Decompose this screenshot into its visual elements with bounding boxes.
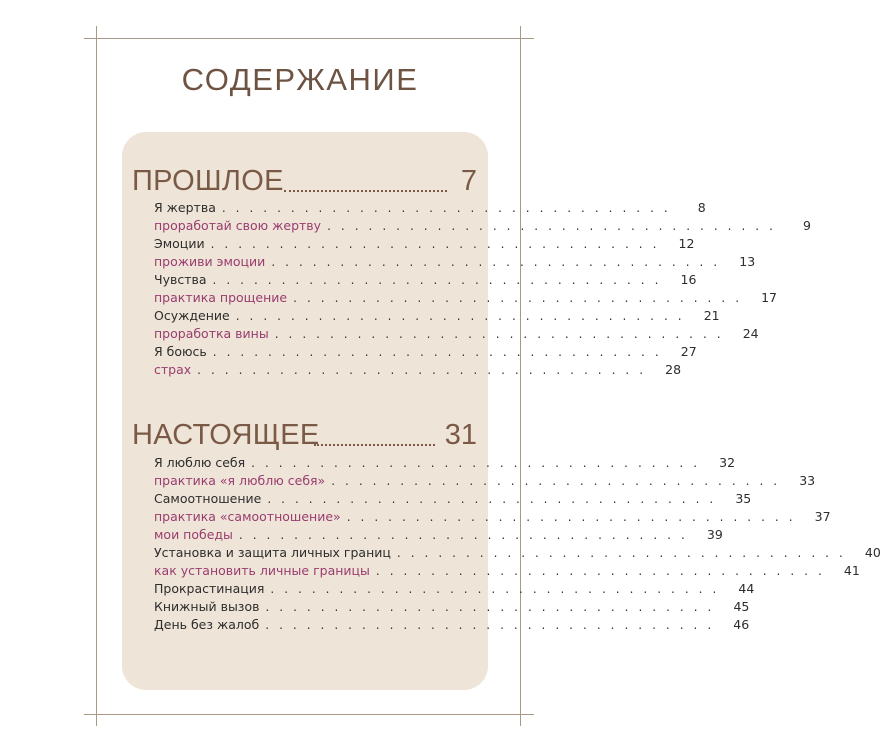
section-page-number: 7 [460, 165, 477, 197]
toc-entry[interactable] [154, 361, 682, 379]
entry-leader-dots: ................................. [212, 345, 669, 359]
section-leader-dots [284, 190, 447, 192]
entry-leader-dots: ................................. [396, 546, 853, 560]
toc-entry[interactable] [154, 526, 723, 544]
entry-leader-dots: ................................. [267, 492, 724, 506]
entry-page-number: 35 [735, 491, 752, 506]
entry-page-number: 39 [706, 527, 723, 542]
entry-label: Я боюсь [154, 344, 207, 359]
entry-leader-dots: ................................. [327, 219, 783, 233]
toc-entry[interactable] [154, 271, 697, 289]
entry-leader-dots: ................................. [293, 291, 750, 305]
entry-leader-dots: ................................. [210, 237, 667, 251]
toc-entry[interactable] [154, 217, 811, 235]
toc-entry[interactable] [154, 454, 736, 472]
entry-label: Я люблю себя [154, 455, 246, 470]
page-title: СОДЕРЖАНИЕ [181, 62, 419, 97]
entry-label: страх [154, 362, 192, 377]
entry-label: Самоотношение [154, 491, 262, 506]
toc-entry[interactable] [154, 508, 831, 526]
entry-leader-dots: ................................. [212, 273, 669, 287]
entry-leader-dots: ................................. [346, 510, 803, 524]
entry-page-number: 27 [680, 344, 697, 359]
toc-entry[interactable] [154, 307, 720, 325]
entry-label: День без жалоб [154, 617, 260, 632]
entry-page-number: 9 [803, 218, 811, 233]
entry-page-number: 24 [742, 326, 759, 341]
toc-entry[interactable] [154, 598, 750, 616]
entry-label: проработай свою жертву [154, 218, 322, 233]
toc-entry[interactable] [154, 472, 816, 490]
entry-label: мои победы [154, 527, 233, 542]
entry-leader-dots: ................................. [235, 309, 692, 323]
entry-page-number: 32 [719, 455, 736, 470]
toc-entry[interactable] [154, 544, 881, 562]
entry-label: Книжный вызов [154, 599, 260, 614]
toc-entry[interactable] [154, 235, 695, 253]
section-heading-present[interactable] [132, 410, 477, 450]
entry-page-number: 37 [814, 509, 831, 524]
toc-entry[interactable] [154, 616, 750, 634]
entry-label: как установить личные границы [154, 563, 370, 578]
entry-leader-dots: ................................. [271, 255, 728, 269]
entry-label: Осуждение [154, 308, 230, 323]
toc-entry[interactable] [154, 562, 860, 580]
entry-label: проработка вины [154, 326, 269, 341]
entry-leader-dots: ................................. [375, 564, 832, 578]
entry-leader-dots: ................................. [331, 474, 788, 488]
toc-entry[interactable] [154, 343, 697, 361]
section-title: ПРОШЛОЕ [132, 165, 284, 197]
frame-top-line [84, 38, 534, 39]
frame-bottom-line [84, 714, 534, 715]
section-leader-dots [314, 444, 435, 446]
entry-page-number: 41 [843, 563, 860, 578]
entry-page-number: 40 [864, 545, 881, 560]
toc-entry[interactable] [154, 580, 755, 598]
section-page-number: 31 [444, 419, 477, 451]
entry-label: практика «самоотношение» [154, 509, 341, 524]
toc-entry[interactable] [154, 490, 752, 508]
entry-label: Чувства [154, 272, 207, 287]
entry-label: Эмоции [154, 236, 205, 251]
entry-leader-dots: ................................. [221, 201, 678, 215]
toc-entry[interactable] [154, 289, 778, 307]
toc-entry[interactable] [154, 253, 756, 271]
entry-page-number: 17 [761, 290, 778, 305]
entry-leader-dots: ................................. [270, 582, 727, 596]
entry-page-number: 28 [665, 362, 682, 377]
toc-entry[interactable] [154, 325, 759, 343]
entry-page-number: 8 [697, 200, 706, 215]
entry-leader-dots: ................................. [251, 456, 708, 470]
entry-page-number: 12 [678, 236, 695, 251]
entry-leader-dots: ................................. [238, 528, 695, 542]
section-heading-past[interactable] [132, 156, 477, 196]
entry-page-number: 16 [680, 272, 697, 287]
entry-page-number: 13 [739, 254, 756, 269]
entry-label: Я жертва [154, 200, 216, 215]
entry-page-number: 46 [733, 617, 750, 632]
entry-page-number: 21 [703, 308, 720, 323]
entry-label: Прокрастинация [154, 581, 265, 596]
frame-left-line [96, 26, 97, 726]
entry-label: практика прощение [154, 290, 288, 305]
entry-label: проживи эмоции [154, 254, 266, 269]
entry-leader-dots: ................................. [265, 600, 722, 614]
section-title: НАСТОЯЩЕЕ [132, 419, 320, 451]
entry-label: практика «я люблю себя» [154, 473, 326, 488]
entry-page-number: 45 [733, 599, 750, 614]
entry-leader-dots: ................................. [265, 618, 722, 632]
toc-entry[interactable] [154, 199, 706, 217]
entry-label: Установка и защита личных границ [154, 545, 391, 560]
entry-leader-dots: ................................. [197, 363, 654, 377]
contents-panel [122, 132, 881, 690]
entry-page-number: 33 [799, 473, 816, 488]
entry-leader-dots: ................................. [274, 327, 731, 341]
entry-page-number: 44 [738, 581, 755, 596]
